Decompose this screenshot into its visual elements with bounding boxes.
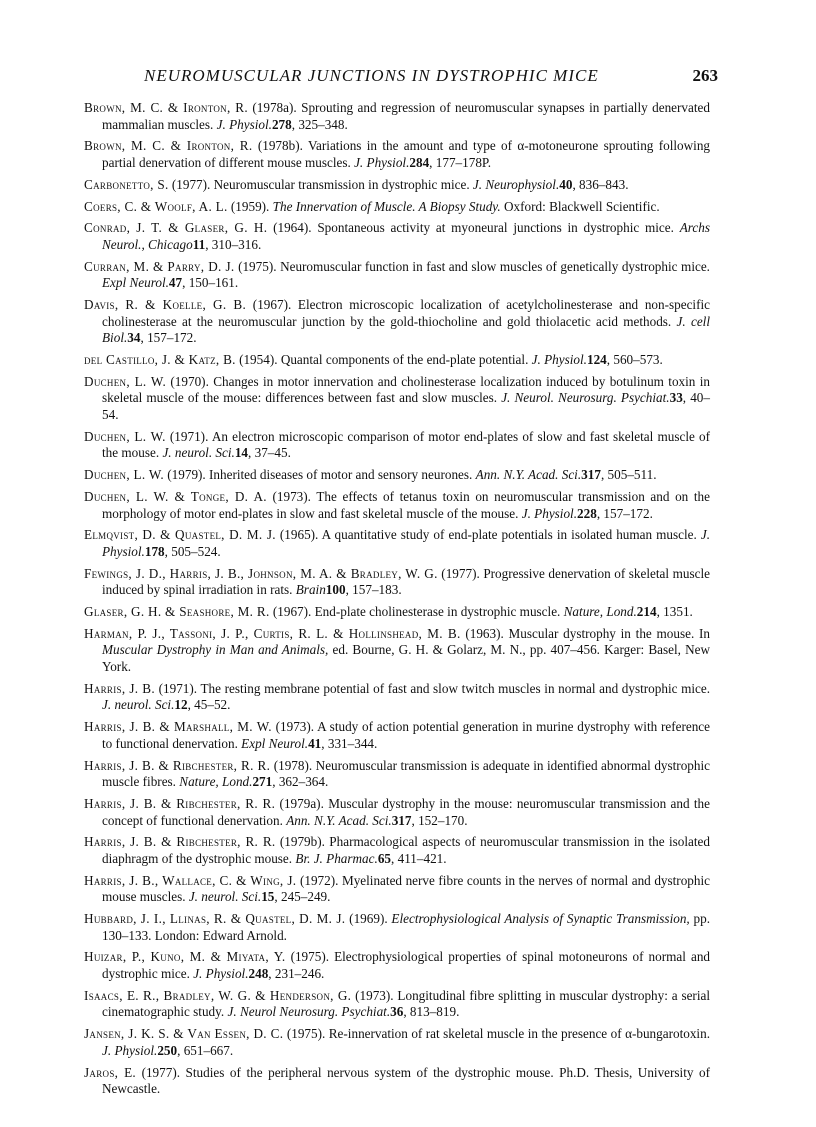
- reference-volume: 248: [248, 966, 269, 982]
- reference-journal: Ann. N.Y. Acad. Sci.: [286, 812, 392, 828]
- reference-journal: J. Physiol.: [193, 966, 249, 982]
- reference-body: (1973). A study of action potential generation in murine dystrophy with reference to functional denervation.: [102, 719, 711, 751]
- reference-entry: [84, 489, 710, 522]
- reference-volume: 34: [127, 330, 141, 346]
- reference-volume: 284: [409, 154, 430, 170]
- reference-volume: 14: [234, 445, 249, 461]
- reference-journal: J. neurol. Sci.: [188, 889, 262, 905]
- reference-body: (1971). An electron microscopic comparison of motor end-plates of slow and fast skeletal muscle of the mouse.: [102, 428, 710, 461]
- reference-journal: J. Physiol.: [521, 505, 578, 521]
- page-number: 263: [692, 66, 718, 85]
- reference-pages: , 411–421.: [391, 850, 447, 866]
- reference-authors: Davis, R. & Koelle, G. B.: [84, 297, 247, 313]
- reference-volume: 12: [174, 697, 188, 713]
- reference-body: (1977). Neuromuscular transmission in dystrophic mice.: [168, 176, 473, 192]
- reference-journal: J. Physiol.: [531, 352, 587, 368]
- reference-volume: 178: [144, 543, 165, 559]
- reference-body: (1975). Neuromuscular function in fast and slow muscles of genetically dystrophic mice.: [234, 258, 710, 274]
- reference-authors: Elmqvist, D. & Quastel, D. M. J.: [84, 527, 276, 543]
- reference-authors: Conrad, J. T. & Glaser, G. H.: [84, 220, 268, 236]
- reference-authors: Harris, J. B.: [84, 680, 155, 696]
- reference-authors: Coers, C. & Woolf, A. L.: [84, 198, 228, 214]
- reference-pages: , 157–172.: [140, 330, 197, 346]
- reference-entry: [84, 873, 710, 906]
- reference-entry: [84, 467, 710, 484]
- reference-body: (1967). Electron microscopic localization of acetylcholinesterase and non-specific cholinesterase at the neuromuscular junction by the gold-thiocholine and gold thiolacetic acid methods.: [102, 297, 710, 329]
- reference-body: (1965). A quantitative study of end-plate potentials in isolated human muscle.: [275, 527, 701, 543]
- reference-volume: 317: [391, 812, 412, 828]
- reference-journal: Nature, Lond.: [563, 604, 637, 620]
- reference-authors: Carbonetto, S.: [84, 176, 169, 192]
- reference-journal: Br. J. Pharmac.: [295, 850, 378, 866]
- reference-journal: Muscular Dystrophy in Man and Animals,: [102, 642, 329, 658]
- reference-volume: 40: [559, 176, 573, 192]
- reference-body: (1969).: [345, 911, 392, 927]
- reference-authors: Duchen, L. W.: [84, 373, 167, 389]
- reference-volume: 317: [581, 467, 601, 483]
- reference-body: (1963). Muscular dystrophy in the mouse. In: [460, 625, 711, 641]
- reference-volume: 124: [586, 352, 607, 368]
- reference-entry: [84, 138, 710, 171]
- reference-pages: , 45–52.: [187, 697, 231, 713]
- reference-journal: J. Physiol.: [216, 116, 272, 132]
- reference-pages: , 310–316.: [205, 236, 262, 252]
- reference-journal: J. Neurol. Neurosurg. Psychiat.: [501, 390, 670, 406]
- reference-journal: Brain: [295, 582, 326, 598]
- reference-journal: J. Physiol.: [102, 527, 710, 559]
- page-header: [84, 60, 718, 100]
- reference-pages: , 505–511.: [600, 467, 657, 483]
- reference-pages: , 1351.: [656, 604, 693, 620]
- reference-entry: [84, 177, 710, 194]
- reference-entry: [84, 1065, 710, 1098]
- reference-body: (1975). Re-innervation of rat skeletal muscle in the presence of α-bungarotoxin.: [283, 1026, 710, 1042]
- reference-authors: Curran, M. & Parry, D. J.: [84, 258, 235, 274]
- reference-entry: [84, 220, 710, 253]
- reference-pages: pp. 130–133. London: Edward Arnold.: [102, 911, 710, 943]
- reference-authors: Brown, M. C. & Ironton, R.: [84, 100, 248, 115]
- reference-authors: Fewings, J. D., Harris, J. B., Johnson, M. A. & Bradley, W. G.: [84, 565, 438, 581]
- reference-entry: [84, 352, 710, 369]
- reference-pages: , 651–667.: [177, 1042, 234, 1058]
- reference-volume: 250: [157, 1042, 178, 1058]
- reference-entry: [84, 719, 710, 752]
- reference-pages: , 157–183.: [345, 582, 402, 598]
- reference-volume: 47: [168, 275, 183, 291]
- reference-authors: Harris, J. B. & Ribchester, R. R.: [84, 834, 276, 850]
- reference-authors: Jansen, J. K. S. & Van Essen, D. C.: [84, 1026, 284, 1042]
- reference-volume: 271: [252, 774, 273, 790]
- reference-entry: [84, 199, 710, 216]
- reference-volume: 228: [577, 505, 597, 521]
- reference-body: (1973). Longitudinal fibre splitting in muscular dystrophy: a serial cinematographic study.: [102, 987, 711, 1020]
- reference-pages: , 331–344.: [321, 735, 378, 751]
- reference-volume: 278: [271, 116, 292, 132]
- reference-pages: , 560–573.: [606, 352, 663, 368]
- reference-journal: J. Neurol Neurosurg. Psychiat.: [227, 1004, 391, 1020]
- reference-body: (1977). Progressive denervation of skeletal muscle induced by spinal irradiation in rats.: [102, 565, 710, 598]
- reference-entry: [84, 681, 710, 714]
- reference-journal: Nature, Lond.: [179, 774, 253, 790]
- reference-journal: J. neurol. Sci.: [162, 445, 235, 461]
- reference-volume: 214: [636, 604, 657, 620]
- reference-pages: ed. Bourne, G. H. & Golarz, M. N., pp. 407–456. Karger: Basel, New York.: [102, 642, 711, 675]
- reference-volume: 11: [192, 236, 206, 252]
- reference-pages: , 362–364.: [272, 774, 329, 790]
- reference-pages: , 157–172.: [596, 505, 653, 521]
- reference-authors: Brown, M. C. & Ironton, R.: [84, 138, 253, 154]
- reference-authors: Harris, J. B. & Marshall, M. W.: [84, 719, 272, 735]
- reference-volume: 36: [390, 1004, 404, 1020]
- reference-body: (1967). End-plate cholinesterase in dystrophic muscle.: [269, 604, 564, 620]
- reference-pages: , 177–178P.: [429, 154, 492, 170]
- reference-journal: Expl Neurol.: [241, 735, 309, 751]
- reference-authors: Duchen, L. W.: [84, 467, 164, 483]
- reference-entry: [84, 949, 710, 982]
- reference-pages: , 505–524.: [164, 543, 221, 559]
- reference-journal: J. Physiol.: [354, 154, 410, 170]
- reference-authors: del Castillo, J. & Katz, B.: [84, 352, 236, 368]
- reference-pages: , 231–246.: [268, 966, 325, 982]
- reference-pages: , 152–170.: [411, 812, 468, 828]
- reference-authors: Glaser, G. H. & Seashore, M. R.: [84, 604, 270, 620]
- reference-authors: Hubbard, J. I., Llinas, R. & Quastel, D. M. J.: [84, 911, 346, 927]
- reference-entry: [84, 100, 710, 133]
- reference-pages: , 40–54.: [102, 390, 710, 422]
- reference-body: (1973). The effects of tetanus toxin on neuromuscular transmission and on the morphology of motor end-plates in slow and fast skeletal muscle of the mouse.: [102, 488, 710, 521]
- reference-body: (1959).: [227, 198, 273, 214]
- reference-journal: J. neurol. Sci.: [102, 697, 175, 713]
- reference-entry: [84, 374, 710, 424]
- reference-journal: J. Neurophysiol.: [472, 176, 560, 192]
- reference-body: (1979a). Muscular dystrophy in the mouse: neuromuscular transmission and the concept of functional denervation.: [102, 795, 710, 828]
- reference-entry: [84, 626, 710, 676]
- reference-entry: [84, 566, 710, 599]
- reference-authors: Harman, P. J., Tassoni, J. P., Curtis, R. L. & Hollinshead, M. B.: [84, 625, 461, 641]
- reference-volume: 33: [669, 390, 683, 406]
- reference-authors: Duchen, L. W.: [84, 428, 166, 444]
- reference-volume: 15: [261, 889, 275, 905]
- journal-page: [84, 60, 718, 1103]
- reference-pages: , 37–45.: [248, 445, 291, 461]
- reference-authors: Harris, J. B. & Ribchester, R. R.: [84, 795, 276, 811]
- reference-authors: Jaros, E.: [84, 1064, 137, 1080]
- reference-body: (1978b). Variations in the amount and type of α-motoneurone sprouting following partial denervation of different mouse muscles.: [102, 138, 711, 170]
- reference-pages: Oxford: Blackwell Scientific.: [500, 198, 660, 214]
- reference-authors: Harris, J. B. & Ribchester, R. R.: [84, 757, 271, 773]
- reference-body: (1954). Quantal components of the end-plate potential.: [235, 352, 532, 368]
- reference-entry: [84, 1026, 710, 1059]
- reference-entry: [84, 297, 710, 347]
- reference-authors: Harris, J. B., Wallace, C. & Wing, J.: [84, 872, 297, 888]
- reference-entry: [84, 911, 710, 944]
- reference-pages: , 813–819.: [403, 1004, 460, 1020]
- reference-pages: , 150–161.: [182, 275, 239, 291]
- reference-authors: Duchen, L. W. & Tonge, D. A.: [84, 488, 267, 504]
- reference-entry: [84, 259, 710, 292]
- reference-journal: Archs Neurol., Chicago: [102, 220, 710, 252]
- reference-pages: , 836–843.: [572, 176, 629, 192]
- reference-body: (1979b). Pharmacological aspects of neuromuscular transmission in the isolated diaphragm of the dystrophic mouse.: [102, 834, 710, 866]
- reference-journal: Ann. N.Y. Acad. Sci.: [475, 467, 582, 483]
- reference-body: (1972). Myelinated nerve fibre counts in the nerves of normal and dystrophic mouse muscles.: [102, 872, 711, 905]
- reference-entry: [84, 834, 710, 867]
- reference-entry: [84, 988, 710, 1021]
- reference-body: (1978a). Sprouting and regression of neuromuscular synapses in partially denervated mammalian muscles.: [102, 100, 710, 132]
- reference-journal: J. cell Biol.: [102, 313, 711, 346]
- reference-entry: [84, 758, 710, 791]
- reference-pages: , 325–348.: [291, 116, 348, 132]
- reference-authors: Isaacs, E. R., Bradley, W. G. & Henderson, G.: [84, 987, 352, 1003]
- reference-body: (1964). Spontaneous activity at myoneural junctions in dystrophic mice.: [267, 220, 680, 236]
- reference-body: (1971). The resting membrane potential of fast and slow twitch muscles in normal and dystrophic mice.: [155, 680, 711, 696]
- reference-entry: [84, 604, 710, 621]
- reference-entry: [84, 796, 710, 829]
- reference-authors: Huizar, P., Kuno, M. & Miyata, Y.: [84, 949, 286, 965]
- reference-body: (1977). Studies of the peripheral nervous system of the dystrophic mouse. Ph.D. Thesis, University of Newcastle.: [102, 1064, 710, 1097]
- reference-volume: 41: [308, 735, 322, 751]
- reference-entry: [84, 527, 710, 560]
- reference-volume: 65: [377, 850, 391, 866]
- reference-pages: , 245–249.: [274, 889, 331, 905]
- reference-body: (1970). Changes in motor innervation and cholinesterase localization induced by botulinum toxin in skeletal muscle of the mouse: differences between fast and slow muscles.: [102, 373, 710, 406]
- reference-body: (1978). Neuromuscular transmission is adequate in identified abnormal dystrophic muscle fibres.: [102, 757, 710, 790]
- reference-entry: [84, 429, 710, 462]
- running-title: NEUROMUSCULAR JUNCTIONS IN DYSTROPHIC MICE: [144, 66, 599, 85]
- reference-list: [84, 100, 710, 1098]
- reference-journal: The Innervation of Muscle. A Biopsy Study.: [272, 198, 501, 214]
- reference-journal: Electrophysiological Analysis of Synaptic Transmission,: [391, 911, 690, 927]
- reference-journal: J. Physiol.: [102, 1042, 158, 1058]
- reference-body: (1979). Inherited diseases of motor and sensory neurones.: [163, 467, 476, 483]
- reference-volume: 100: [325, 582, 346, 598]
- reference-journal: Expl Neurol.: [102, 275, 169, 291]
- reference-body: (1975). Electrophysiological properties of spinal motoneurons of normal and dystrophic mice.: [102, 949, 711, 982]
